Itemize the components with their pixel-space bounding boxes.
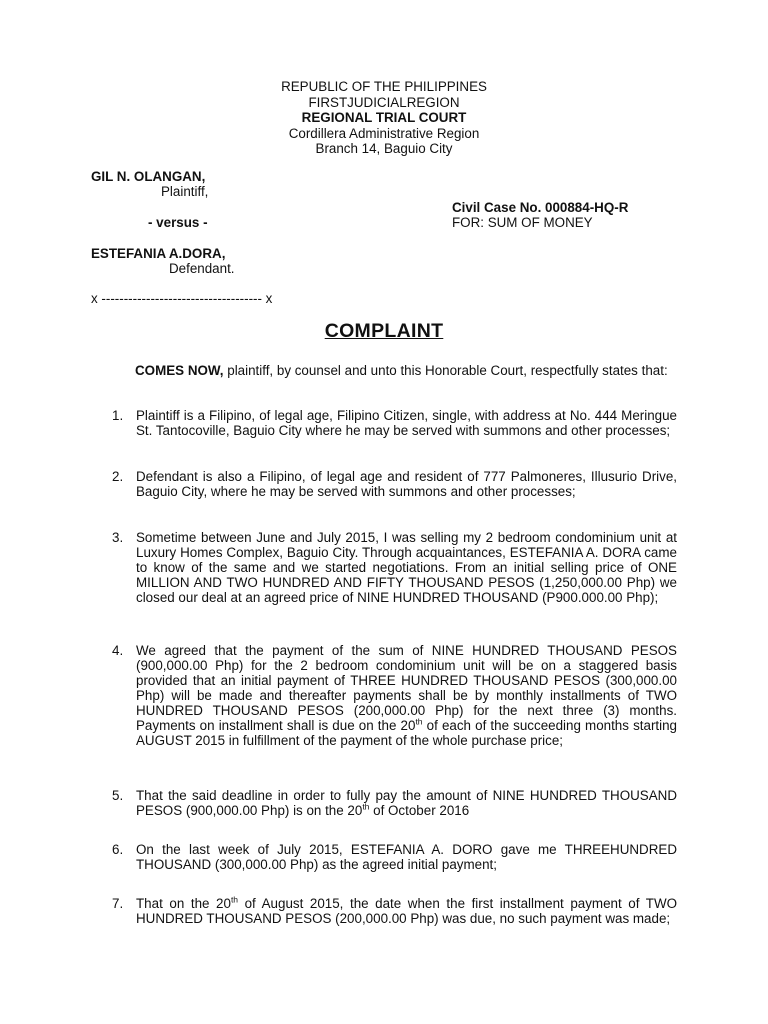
ordinal-superscript: th — [415, 716, 423, 727]
item-text — [136, 896, 677, 926]
item-number: 3. — [112, 530, 124, 545]
item-text-part: We agreed that the payment of the sum of NINE HUNDRED THOUSAND PESOS (900,000.00 Php) for the 2 bedroom condominium unit will be on a staggered basis provided that an initial payment of THREE HUNDRED THOUSAND PESOS (300,000.00 Php) will be made and thereafter payments shall be by monthly installments of TWO HUNDRED THOUSAND PESOS (200,000.00 Php) for the next three (3) months. Payments on installment shall is due on the 20 — [136, 643, 677, 733]
list-item — [91, 643, 677, 748]
header-region: Cordillera Administrative Region — [288, 125, 480, 141]
header-judicial-region: FIRSTJUDICIALREGION — [308, 94, 460, 110]
intro-text: plaintiff, by counsel and unto this Honorable Court, respectfully states that: — [223, 363, 668, 378]
list-item — [91, 408, 677, 438]
item-text: On the last week of July 2015, ESTEFANIA A. DORO gave me THREEHUNDRED THOUSAND (300,000.00 Php) as the agreed initial payment; — [136, 842, 677, 872]
case-nature: FOR: SUM OF MONEY — [452, 215, 593, 230]
list-item — [91, 530, 677, 605]
header-branch: Branch 14, Baguio City — [315, 141, 453, 156]
item-text-part: of each of the succeeding months starting AUGUST 2015 in fulfillment of the payment of the whole purchase price; — [136, 718, 677, 748]
list-item — [91, 896, 677, 926]
item-number: 5. — [112, 788, 124, 803]
item-text-part: That on the 20 — [136, 896, 231, 911]
caption-separator: x ------------------------------------ x — [91, 291, 273, 306]
plaintiff-name: GIL N. OLANGAN, — [91, 169, 206, 184]
item-number: 4. — [112, 643, 124, 658]
list-item — [91, 469, 677, 499]
court-header — [0, 79, 768, 157]
intro-lead: COMES NOW, — [135, 363, 224, 378]
plaintiff-role: Plaintiff, — [161, 184, 209, 199]
item-number: 2. — [112, 469, 124, 484]
case-number: Civil Case No. 000884-HQ-R — [452, 200, 629, 215]
header-republic: REPUBLIC OF THE PHILIPPINES — [281, 79, 487, 94]
item-text-part: of August 2015, the date when the first installment payment of TWO HUNDRED THOUSAND PESOS (200,000.00 Php) was due, no such payment was made; — [136, 896, 677, 926]
document-title: COMPLAINT — [324, 320, 444, 342]
list-item — [91, 842, 677, 872]
versus-label: - versus - — [148, 215, 208, 230]
item-text: Plaintiff is a Filipino, of legal age, Filipino Citizen, single, with address at No. 444 Meringue St. Tantocoville, Baguio City where he may be served with summons and other processes; — [136, 408, 677, 438]
ordinal-superscript: th — [362, 801, 370, 812]
item-text-part: of October 2016 — [369, 803, 470, 818]
item-text — [136, 788, 677, 818]
ordinal-superscript: th — [230, 894, 239, 905]
item-number: 6. — [112, 842, 124, 857]
item-number: 7. — [112, 896, 124, 911]
item-number: 1. — [112, 408, 124, 423]
item-text-part: That the said deadline in order to fully pay the amount of NINE HUNDRED THOUSAND PESOS (900,000.00 Php) is on the 20 — [136, 788, 677, 818]
defendant-role: Defendant. — [169, 261, 235, 276]
item-text — [136, 643, 677, 748]
defendant-name: ESTEFANIA A.DORA, — [91, 246, 226, 261]
item-text: Sometime between June and July 2015, I was selling my 2 bedroom condominium unit at Luxury Homes Complex, Baguio City. Through acquaintances, ESTEFANIA A. DORA came to know of the same and we started negotiations. From an initial selling price of ONE MILLION AND TWO HUNDRED AND FIFTY THOUSAND PESOS (1,250,000.00 Php) we closed our deal at an agreed price of NINE HUNDRED THOUSAND (P900.000.00 Php); — [136, 530, 677, 605]
list-item — [91, 788, 677, 818]
item-text: Defendant is also a Filipino, of legal age and resident of 777 Palmoneres, Illusurio Drive, Baguio City, where he may be served with summons and other processes; — [136, 469, 677, 499]
header-court-name: REGIONAL TRIAL COURT — [301, 110, 467, 125]
intro-paragraph — [91, 363, 677, 379]
